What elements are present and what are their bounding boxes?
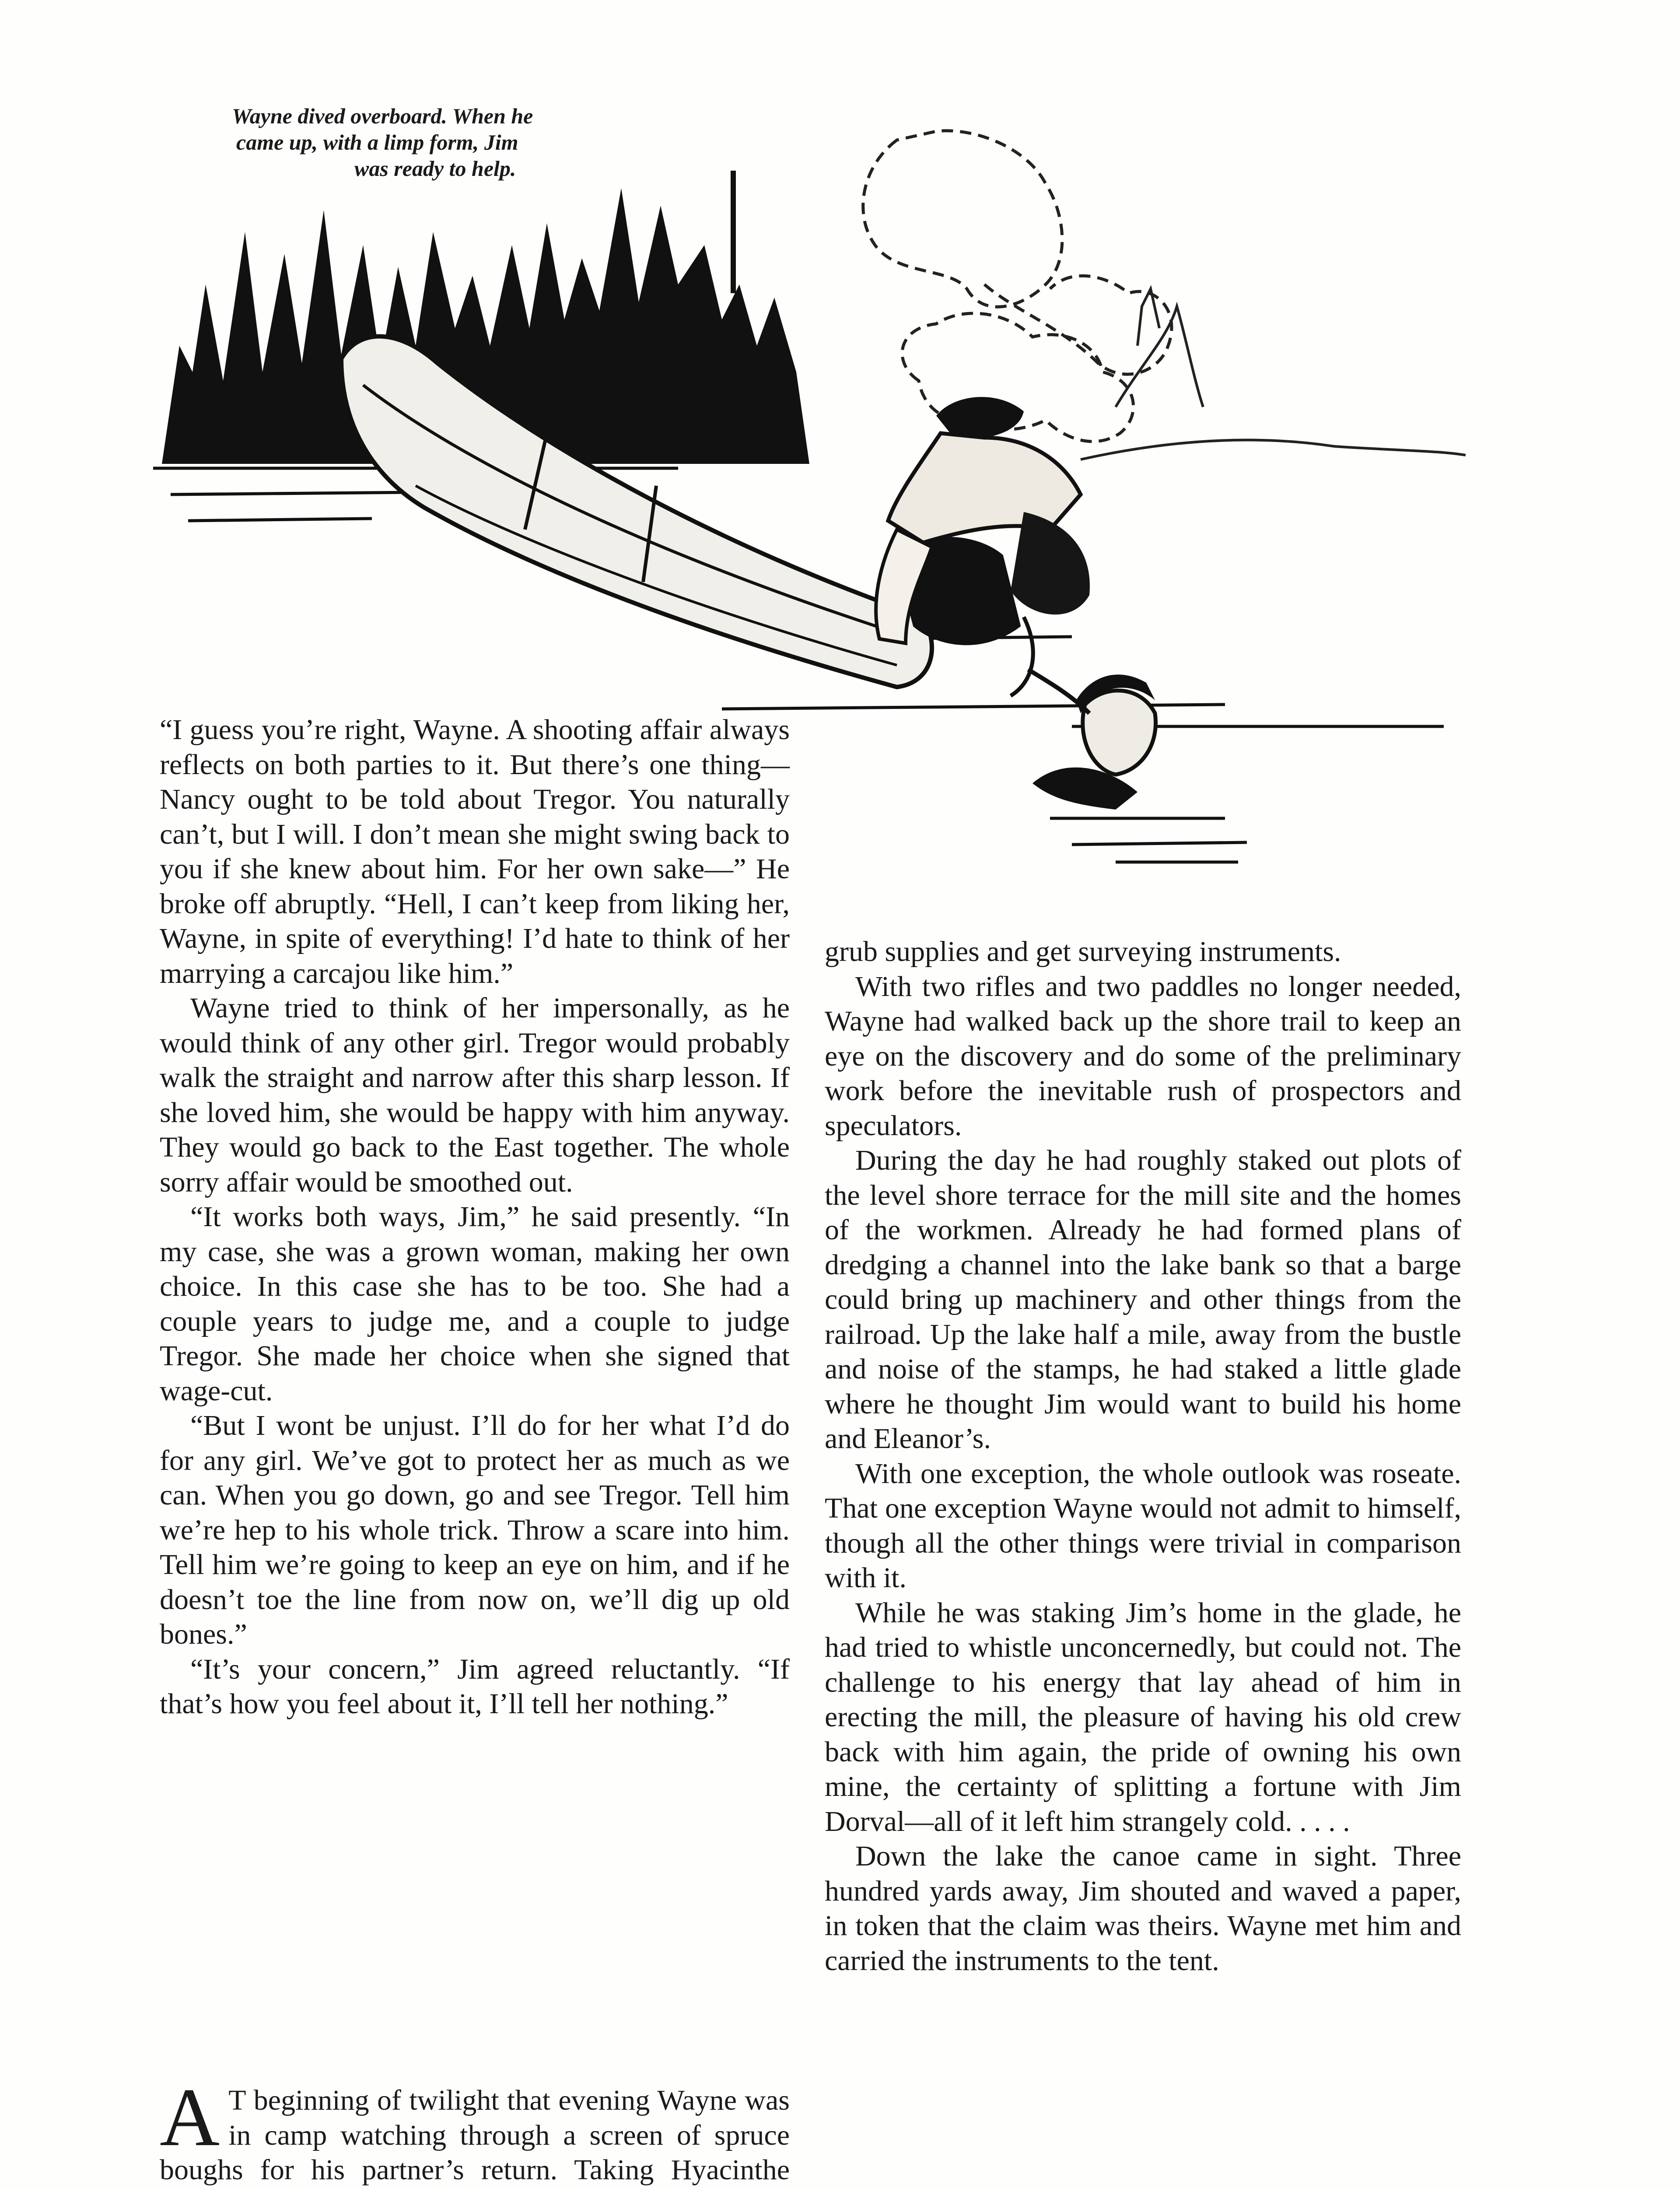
paragraph: T beginning of twilight that evening Wayne was in camp watching through a screen of spruce boughs for his partner’s return. Taking Hyacinthe xyxy=(160,2084,790,2186)
paragraph: With two rifles and two paddles no longer needed, Wayne had walked back up the shore trail to keep an eye on the discovery and do some of the preliminary work before the inevitable rush of prospectors and speculators. xyxy=(825,970,1461,1142)
paragraph: While he was staking Jim’s home in the glade, he had tried to whistle unconcernedly, but could not. The challenge to his energy that lay ahead of him in erecting the mill, the pleasure of having his old crew back with him again, the pride of owning his own mine, the certainty of splitting a fortune with Jim Dorval—all of it left him strangely cold. . . . . xyxy=(825,1596,1461,1837)
paragraph: “But I wont be unjust. I’ll do for her what I’d do for any girl. We’ve got to protect her as much as we can. When you go down, go and see Tregor. Tell him we’re hep to his whole trick. Throw a scare into him. Tell him we’re going to keep an eye on him, and if he doesn’t toe the line from now on, we’ll dig up old bones.” xyxy=(160,1410,790,1650)
caption-line: Wayne dived overboard. When he xyxy=(232,104,533,128)
paragraph: grub supplies and get surveying instruments. xyxy=(825,936,1341,968)
cloud-outline xyxy=(863,131,1172,442)
caption-line: was ready to help. xyxy=(354,156,516,181)
paragraph: “It works both ways, Jim,” he said presently. “In my case, she was a grown woman, making her own choice. In this case she has to be too. She had a couple years to judge me, and a couple to judge Tregor. She made her choice when she signed that wage-cut. xyxy=(160,1201,790,1407)
paragraph: “I guess you’re right, Wayne. A shooting affair always reflects on both parties to it. But there’s one thing—Nancy ought to be told about Tregor. You naturally can’t, but I will. I don’t mean she might swing back to you if she knew about him. For her own sake—” He broke off abruptly. “Hell, I can’t keep from liking her, Wayne, in spite of everything! I’d hate to think of her marrying a carcajou like him.” xyxy=(160,714,790,989)
article-column-right xyxy=(825,934,1461,1978)
section-start-paragraph xyxy=(160,2072,790,2188)
distant-shore xyxy=(1081,289,1466,459)
paragraph: “It’s your concern,” Jim agreed reluctantly. “If that’s how you feel about it, I’ll tell her nothing.” xyxy=(160,1653,790,1720)
paragraph: With one exception, the whole outlook was roseate. That one exception Wayne would not admit to himself, though all the other things were trivial in comparison with it. xyxy=(825,1457,1461,1594)
article-column-left xyxy=(160,712,790,1722)
drop-cap: A xyxy=(160,2072,220,2163)
paragraph: During the day he had roughly staked out plots of the level shore terrace for the mill site and the homes of the workmen. Already he had formed plans of dredging a channel into the lake bank so that a barge could bring up machinery and other things from the railroad. Up the lake half a mile, away from the bustle and noise of the stamps, he had staked a little glade where he thought Jim would want to build his home and Eleanor’s. xyxy=(825,1144,1461,1455)
rescued-figure xyxy=(1028,670,1156,810)
paragraph: Down the lake the canoe came in sight. Three hundred yards away, Jim shouted and waved a paper, in token that the claim was theirs. Wayne met him and carried the instruments to the tent. xyxy=(825,1840,1461,1977)
caption-line: came up, with a limp form, Jim xyxy=(236,130,518,154)
paragraph: Wayne tried to think of her impersonally, as he would think of any other girl. Tregor would probably walk the straight and narrow after this sharp lesson. If she loved him, she would be happy with him anyway. They would go back to the East together. The whole sorry affair would be smoothed out. xyxy=(160,992,790,1198)
